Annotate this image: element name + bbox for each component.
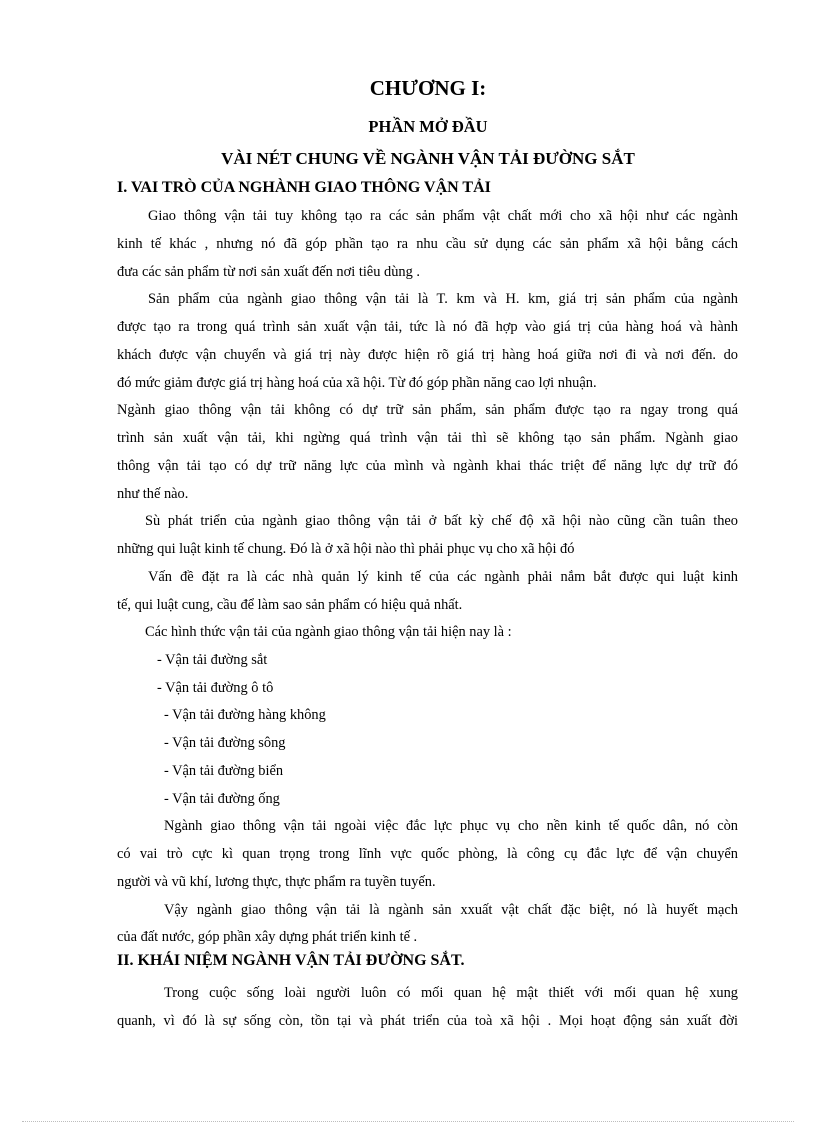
- part-title: PHẦN MỞ ĐẦU: [368, 117, 488, 136]
- paragraph-line: đó mức giảm được giá trị hàng hoá của xã hội. Từ đó góp phần năng cao lợi nhuận.: [117, 375, 597, 391]
- paragraph-line: có vai trò cực kì quan trọng trong lĩnh vực quốc phòng, là công cụ đắc lực để vận chuyển: [117, 846, 738, 862]
- list-item: - Vận tải đường sông: [164, 735, 286, 751]
- paragraph-line: Giao thông vận tải tuy không tạo ra các sản phẩm vật chất mới cho xã hội như các ngành: [148, 208, 738, 224]
- paragraph-line: Ngành giao thông vận tải không có dự trữ sản phẩm, sản phẩm được tạo ra ngay trong quá: [117, 402, 738, 418]
- page-bottom-rule: [22, 1121, 794, 1122]
- paragraph-line: kinh tế khác , nhưng nó đã góp phần tạo ra nhu cầu sử dụng các sản phẩm xã hội bằng cách: [117, 236, 738, 252]
- subject-title: VÀI NÉT CHUNG VỀ NGÀNH VẬN TẢI ĐƯỜNG SẮT: [221, 149, 635, 168]
- paragraph-line: thông vận tải tạo có dự trữ năng lực của mình và ngành khai thác triệt để năng lực dự trữ đó: [117, 458, 738, 474]
- paragraph-line: Sù phát triển của ngành giao thông vận tải ở bất kỳ chế độ xã hội nào cũng cần tuân theo: [145, 513, 738, 529]
- paragraph-line: người và vũ khí, lương thực, thực phẩm ra tuyền tuyến.: [117, 874, 436, 890]
- paragraph-line: trình sản xuất vận tải, khi ngừng quá trình vận tải thì sẽ không tạo sản phẩm. Ngành giao: [117, 430, 738, 446]
- paragraph-line: Sản phẩm của ngành giao thông vận tải là T. km và H. km, giá trị sản phẩm của ngành: [148, 291, 738, 307]
- paragraph-line: Vậy ngành giao thông vận tải là ngành sản xxuất vật chất đặc biệt, nó là huyết mạch: [164, 902, 738, 918]
- paragraph-line: khách được vận chuyển và giá trị này được hiện rõ giá trị hàng hoá giữa nơi đi và nơi đến. do: [117, 347, 738, 363]
- section-heading-1: I. VAI TRÒ CỦA NGHÀNH GIAO THÔNG VẬN TẢI: [117, 179, 491, 196]
- paragraph-line: Trong cuộc sống loài người luôn có mối quan hệ mật thiết với mối quan hệ xung: [164, 985, 738, 1001]
- paragraph-line: của đất nước, góp phần xây dựng phát triển kinh tế .: [117, 929, 418, 945]
- paragraph-line: Vấn đề đặt ra là các nhà quản lý kinh tế của các ngành phải nắm bắt được qui luật kinh: [148, 569, 738, 585]
- paragraph-line: được tạo ra trong quá trình sản xuất vận tải, tức là nó đã hợp vào giá trị của hàng hoá và hành: [117, 319, 738, 335]
- list-item: - Vận tải đường ô tô: [157, 680, 274, 696]
- list-item: - Vận tải đường hàng không: [164, 707, 326, 723]
- paragraph-line: những qui luật kinh tế chung. Đó là ở xã hội nào thì phải phục vụ cho xã hội đó: [117, 541, 575, 557]
- paragraph-line: đưa các sản phẩm từ nơi sản xuất đến nơi tiêu dùng .: [117, 264, 420, 280]
- paragraph-line: quanh, vì đó là sự sống còn, tồn tại và phát triển của toà xã hội . Mọi hoạt động sản xuất đời: [117, 1013, 738, 1029]
- chapter-title: CHƯƠNG I:: [369, 76, 487, 100]
- list-item: - Vận tải đường biển: [164, 763, 284, 779]
- paragraph-line: tế, qui luật cung, cầu để làm sao sản phẩm có hiệu quả nhất.: [117, 597, 463, 613]
- section-heading-2: II. KHÁI NIỆM NGÀNH VẬN TẢI ĐƯỜNG SẮT.: [117, 952, 465, 969]
- paragraph-line: như thế nào.: [117, 486, 189, 502]
- list-item: - Vận tải đường sắt: [157, 652, 268, 668]
- list-item: - Vận tải đường ống: [164, 791, 280, 807]
- list-intro: Các hình thức vận tải của ngành giao thông vận tải hiện nay là :: [145, 624, 512, 640]
- paragraph-line: Ngành giao thông vận tải ngoài việc đắc lực phục vụ cho nền kinh tế quốc dân, nó còn: [164, 818, 738, 834]
